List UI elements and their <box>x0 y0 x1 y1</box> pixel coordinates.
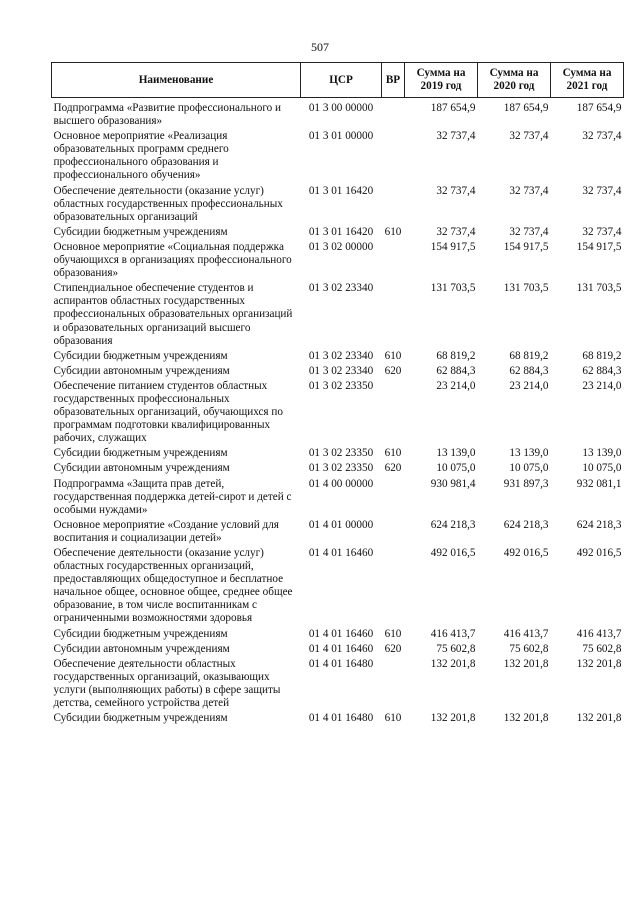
row-sum-2021: 62 884,3 <box>582 364 622 377</box>
row-csr: 01 3 02 23340 <box>308 282 374 295</box>
row-name: Обеспечение деятельности (оказание услуг) областных государственных профессиональных образовательных организаций <box>53 184 283 223</box>
table-row <box>52 365 624 380</box>
table-row <box>52 547 624 628</box>
row-vr: 610 <box>384 627 402 640</box>
row-vr <box>382 519 405 547</box>
row-name: Основное мероприятие «Социальная поддержка обучающихся в организациях профессионального образования» <box>53 240 292 280</box>
row-vr: 610 <box>384 447 402 460</box>
row-sum-2021: 492 016,5 <box>576 547 622 559</box>
row-sum-2020: 131 703,5 <box>503 282 549 295</box>
row-sum-2020: 75 602,8 <box>509 642 549 655</box>
row-sum-2020: 132 201,8 <box>503 712 549 725</box>
row-sum-2019: 13 139,0 <box>436 447 476 460</box>
row-sum-2020: 10 075,0 <box>509 462 549 475</box>
row-sum-2019: 132 201,8 <box>430 712 476 725</box>
table-row <box>52 628 624 643</box>
row-name: Обеспечение деятельности областных государственных организаций, оказывающих услуги (выполняющих работы) в сфере защиты детства, семейного устройства детей <box>53 657 281 710</box>
row-sum-2019: 131 703,5 <box>430 282 476 295</box>
row-sum-2019: 32 737,4 <box>436 130 476 143</box>
row-name: Субсидии бюджетным учреждениям <box>53 225 228 238</box>
row-vr: 620 <box>384 364 402 377</box>
table-row <box>52 712 624 727</box>
row-sum-2020: 68 819,2 <box>509 349 549 362</box>
row-csr: 01 4 01 16480 <box>308 712 374 725</box>
table-row <box>52 462 624 477</box>
row-sum-2021: 13 139,0 <box>582 447 622 460</box>
row-sum-2021: 75 602,8 <box>582 642 622 655</box>
row-csr: 01 3 02 00000 <box>308 240 374 253</box>
row-sum-2021: 132 201,8 <box>576 657 622 670</box>
row-sum-2021: 32 737,4 <box>582 225 622 238</box>
row-sum-2019: 62 884,3 <box>436 364 476 377</box>
row-vr: 620 <box>384 462 402 475</box>
row-sum-2020: 13 139,0 <box>509 447 549 460</box>
row-sum-2021: 10 075,0 <box>582 462 622 475</box>
row-sum-2019: 23 214,0 <box>436 379 476 392</box>
row-name: Обеспечение деятельности (оказание услуг) областных государственных организаций, предоставляющих общедоступное и бесплатное начальное общее, основное общее, среднее общее образование, в том числе воспитанникам с ограниченными возможностями здоровья <box>53 547 293 625</box>
row-sum-2020: 32 737,4 <box>509 184 549 197</box>
row-name: Основное мероприятие «Создание условий для воспитания и социализации детей» <box>53 518 279 544</box>
row-vr: 610 <box>384 225 402 238</box>
row-sum-2019: 32 737,4 <box>436 184 476 197</box>
row-csr: 01 3 01 00000 <box>308 130 374 143</box>
row-name: Подпрограмма «Защита прав детей, государственная поддержка детей-сирот и детей с особыми нуждами» <box>53 477 292 516</box>
header-sum-2019: Сумма на 2019 год <box>405 63 478 98</box>
row-csr: 01 4 01 16460 <box>308 627 374 640</box>
row-sum-2021: 624 218,3 <box>576 518 622 531</box>
row-sum-2019: 416 413,7 <box>430 627 476 640</box>
table-row <box>52 658 624 712</box>
row-sum-2020: 931 897,3 <box>503 477 549 490</box>
header-vr: ВР <box>382 63 405 98</box>
row-name: Субсидии бюджетным учреждениям <box>53 447 228 460</box>
row-sum-2020: 132 201,8 <box>503 657 549 670</box>
row-vr <box>382 658 405 712</box>
row-sum-2021: 23 214,0 <box>582 379 622 392</box>
row-name: Субсидии автономным учреждениям <box>53 364 230 377</box>
row-sum-2020: 32 737,4 <box>509 225 549 238</box>
table-row <box>52 130 624 184</box>
row-csr: 01 4 01 16460 <box>308 642 374 655</box>
row-sum-2020: 624 218,3 <box>503 518 549 531</box>
row-vr <box>382 98 405 131</box>
row-sum-2021: 154 917,5 <box>576 240 622 253</box>
row-name: Субсидии бюджетным учреждениям <box>53 349 228 362</box>
page-number: 507 <box>311 40 329 54</box>
row-vr <box>382 547 405 628</box>
row-vr: 610 <box>384 349 402 362</box>
row-sum-2021: 416 413,7 <box>576 627 622 640</box>
row-csr: 01 3 02 23340 <box>308 364 374 377</box>
row-sum-2021: 32 737,4 <box>582 184 622 197</box>
row-name: Основное мероприятие «Реализация образовательных программ среднего профессионального образования и профессионального обучения» <box>53 130 229 182</box>
row-sum-2021: 32 737,4 <box>582 130 622 143</box>
row-csr: 01 3 02 23350 <box>308 447 374 460</box>
row-sum-2019: 75 602,8 <box>436 642 476 655</box>
row-csr: 01 4 01 16460 <box>308 547 374 559</box>
table-body <box>52 98 624 728</box>
row-sum-2020: 187 654,9 <box>503 102 549 114</box>
row-sum-2021: 131 703,5 <box>576 282 622 295</box>
table-row <box>52 350 624 365</box>
row-sum-2019: 10 075,0 <box>436 462 476 475</box>
table-row <box>52 447 624 462</box>
table-row <box>52 380 624 447</box>
row-sum-2019: 930 981,4 <box>430 477 476 490</box>
row-vr <box>382 380 405 447</box>
row-csr: 01 4 01 16480 <box>308 657 374 670</box>
table-row <box>52 185 624 226</box>
row-sum-2020: 492 016,5 <box>503 547 549 559</box>
row-csr: 01 3 02 23340 <box>308 349 374 362</box>
row-name: Стипендиальное обеспечение студентов и аспирантов областных государственных профессиональных образовательных организаций и образовательных организаций высшего образования <box>53 282 293 347</box>
header-name: Наименование <box>52 63 301 98</box>
table-row <box>52 98 624 131</box>
row-name: Субсидии бюджетным учреждениям <box>53 627 228 640</box>
table-row <box>52 643 624 658</box>
row-sum-2020: 154 917,5 <box>503 240 549 253</box>
row-name: Субсидии автономным учреждениям <box>53 642 230 655</box>
header-sum-2020: Сумма на 2020 год <box>478 63 551 98</box>
row-csr: 01 3 01 16420 <box>308 184 374 197</box>
row-sum-2019: 154 917,5 <box>430 240 476 253</box>
row-name: Подпрограмма «Развитие профессионального и высшего образования» <box>53 102 282 128</box>
row-sum-2019: 187 654,9 <box>430 102 476 114</box>
table-row <box>52 241 624 282</box>
table-header-row <box>52 63 624 98</box>
row-csr: 01 3 01 16420 <box>308 225 374 238</box>
table-row <box>52 282 624 349</box>
row-sum-2021: 932 081,1 <box>576 477 622 490</box>
row-sum-2019: 132 201,8 <box>430 657 476 670</box>
row-vr: 610 <box>384 712 402 725</box>
row-sum-2019: 624 218,3 <box>430 518 476 531</box>
row-sum-2020: 62 884,3 <box>509 364 549 377</box>
row-sum-2021: 187 654,9 <box>576 102 622 114</box>
row-csr: 01 4 00 00000 <box>308 477 374 490</box>
row-sum-2021: 132 201,8 <box>576 712 622 725</box>
row-vr <box>382 282 405 349</box>
row-sum-2019: 492 016,5 <box>430 547 476 559</box>
row-vr <box>382 241 405 282</box>
row-csr: 01 3 02 23350 <box>308 462 374 475</box>
row-csr: 01 3 00 00000 <box>308 102 374 114</box>
table-row <box>52 478 624 519</box>
row-vr <box>382 478 405 519</box>
table-row <box>52 519 624 547</box>
row-vr <box>382 130 405 184</box>
row-sum-2020: 23 214,0 <box>509 379 549 392</box>
header-sum-2021: Сумма на 2021 год <box>551 63 624 98</box>
row-name: Обеспечение питанием студентов областных государственных профессиональных образовательных организаций, обучающихся по программам подготовки квалифицированных рабочих, служащих <box>53 379 283 445</box>
row-sum-2020: 32 737,4 <box>509 130 549 143</box>
row-vr: 620 <box>384 642 402 655</box>
row-sum-2019: 68 819,2 <box>436 349 476 362</box>
row-csr: 01 3 02 23350 <box>308 379 374 392</box>
row-csr: 01 4 01 00000 <box>308 518 374 531</box>
row-sum-2021: 68 819,2 <box>582 349 622 362</box>
budget-table <box>51 62 624 727</box>
row-vr <box>382 185 405 226</box>
table-row <box>52 226 624 241</box>
row-sum-2020: 416 413,7 <box>503 627 549 640</box>
row-sum-2019: 32 737,4 <box>436 225 476 238</box>
row-name: Субсидии бюджетным учреждениям <box>53 712 228 725</box>
header-csr: ЦСР <box>301 63 382 98</box>
row-name: Субсидии автономным учреждениям <box>53 462 230 475</box>
